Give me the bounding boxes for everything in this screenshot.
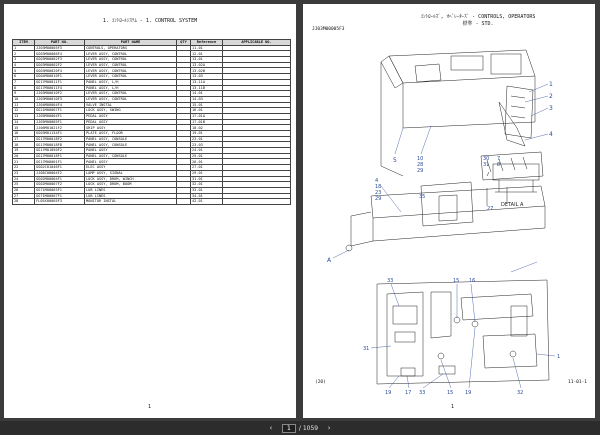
table-cell: LUB LINES: [85, 187, 177, 193]
table-cell: 16: [13, 131, 35, 137]
table-cell: ELEC ASSY: [85, 165, 177, 171]
table-cell: 16-01: [191, 108, 223, 114]
table-cell: PANEL ASSY, L/H: [85, 79, 177, 85]
column-header: ITEM: [13, 40, 35, 46]
table-cell: 17: [13, 136, 35, 142]
callout-4: 4: [549, 131, 553, 138]
callout-32: 32: [517, 390, 524, 396]
cab-assembly-drawing: [346, 50, 545, 251]
table-cell: 28: [13, 199, 35, 205]
table-cell: LEVER ASSY, CONTROL: [85, 91, 177, 97]
table-cell: 19-01: [191, 131, 223, 137]
table-cell: JJ06M01021F2: [35, 125, 85, 131]
table-cell: PANEL ASSY, CONSOLE: [85, 142, 177, 148]
table-cell: 11: [13, 102, 35, 108]
table-cell: 15-01: [191, 102, 223, 108]
column-header: Reference: [191, 40, 223, 46]
detail-a-drawing: [487, 164, 539, 208]
callout-labels: [327, 81, 560, 396]
table-cell: LAMP ASSY, SIGNAL: [85, 170, 177, 176]
chevron-right-icon[interactable]: ›: [327, 424, 331, 432]
table-cell: LOCK ASSY, SWING: [85, 108, 177, 114]
table-cell: 2: [13, 51, 35, 57]
table-cell: 13: [13, 113, 35, 119]
column-header: QTY: [177, 40, 191, 46]
table-cell: 26: [13, 187, 35, 193]
table-cell: GG17M00018F1: [35, 153, 85, 159]
table-cell: 6: [13, 74, 35, 80]
page-title: ｺﾝﾄﾛｰﾙｽﾞ, ｵﾍﾟﾚｰﾀｰｽﾞ - CONTROLS, OPERATORS: [420, 14, 536, 20]
table-cell: 23: [13, 170, 35, 176]
table-cell: 5: [13, 68, 35, 74]
table-cell: LEVER ASSY, CONTROL: [85, 96, 177, 102]
callout-10: 10: [417, 156, 424, 162]
table-cell: GG02M00007F2: [35, 182, 85, 188]
document-code: JJ03M00005F3: [312, 27, 345, 32]
viewer-toolbar: [0, 421, 600, 435]
table-cell: GG03M00020F4: [35, 68, 85, 74]
table-cell: GG17M00018F2: [35, 136, 85, 142]
table-cell: GG02C01046F1: [35, 165, 85, 171]
table-cell: GG17M00011F4: [35, 85, 85, 91]
table-cell: 13-03: [191, 74, 223, 80]
table-cell: 8: [13, 85, 35, 91]
chevron-left-icon[interactable]: ‹: [269, 424, 273, 432]
table-cell: 23-03: [191, 142, 223, 148]
table-cell: 11-01: [191, 45, 223, 51]
table-cell: JJ03M00005F3: [35, 45, 85, 51]
table-cell: 25: [13, 182, 35, 188]
callout-33b: 33: [419, 390, 426, 396]
table-cell: 25-01: [191, 153, 223, 159]
callout-16: 16: [469, 278, 476, 284]
table-cell: GG03M00002F2: [35, 62, 85, 68]
page-subtitle: 標準 - STD.: [462, 21, 494, 27]
callout-19: 19: [385, 390, 392, 396]
table-cell: GG17M00018F8: [35, 142, 85, 148]
callout-15: 15: [453, 278, 460, 284]
table-cell: LEVER ASSY, CONTROL: [85, 51, 177, 57]
table-cell: 32-01: [191, 182, 223, 188]
table-cell: [223, 199, 291, 205]
callout-27: 27: [487, 206, 494, 212]
table-cell: 18: [13, 142, 35, 148]
table-cell: 24-01: [191, 148, 223, 154]
callout-29b: 29: [375, 196, 382, 202]
table-cell: GG03M00006F4: [35, 51, 85, 57]
figure-number: (20): [315, 380, 326, 385]
callout-17: 17: [405, 390, 412, 396]
table-cell: 24: [13, 176, 35, 182]
table-cell: 9: [13, 91, 35, 97]
table-cell: 17-01B: [191, 119, 223, 125]
table-cell: 4: [13, 62, 35, 68]
table-cell: GG03M01134F1: [35, 131, 85, 137]
section-mark-a: A: [327, 257, 332, 264]
table-cell: VALVE INSTAL: [85, 102, 177, 108]
table-cell: 42-01: [191, 199, 223, 205]
leader-lines: [333, 84, 555, 388]
table-cell: LUB LINES: [85, 193, 177, 199]
callout-15b: 15: [447, 390, 454, 396]
column-header: APPLICABLE NO.: [223, 40, 291, 46]
table-cell: LEVER ASSY, CONTROL: [85, 57, 177, 63]
parts-table-body: [13, 45, 291, 204]
page-number: 1: [148, 404, 152, 410]
table-cell: 18-02: [191, 125, 223, 131]
total-pages-label: / 1059: [298, 424, 319, 432]
table-cell: 27: [13, 193, 35, 199]
table-cell: PANEL ASSY: [85, 159, 177, 165]
table-cell: JJ03M00010F2: [35, 91, 85, 97]
table-cell: GG03M00002F3: [35, 57, 85, 63]
table-cell: 13-02A: [191, 62, 223, 68]
callout-4b: 4: [375, 178, 379, 184]
table-cell: PANEL ASSY: [85, 148, 177, 154]
table-cell: PEDAL ASSY: [85, 119, 177, 125]
table-cell: [177, 199, 191, 205]
table-cell: 13-02B: [191, 68, 223, 74]
table-cell: LEVER ASSY, CONTROL: [85, 62, 177, 68]
table-cell: 22: [13, 165, 35, 171]
table-cell: GRIP ASSY: [85, 125, 177, 131]
table-cell: 13-01: [191, 57, 223, 63]
table-cell: GG71M00007F1: [35, 193, 85, 199]
floor-plate-drawing: [377, 280, 549, 384]
callout-3: 3: [549, 105, 553, 112]
table-cell: 14-01: [191, 91, 223, 97]
callout-23: 23: [375, 190, 382, 196]
table-cell: 14-03: [191, 96, 223, 102]
table-cell: JJ04M00004F4: [35, 102, 85, 108]
table-cell: JJ03M00010F3: [35, 96, 85, 102]
callout-5: 5: [393, 157, 397, 164]
table-cell: 10: [13, 96, 35, 102]
sheet-number: 11-01-1: [568, 380, 587, 385]
table-cell: 13-11B: [191, 85, 223, 91]
table-cell: GG04M00010F1: [35, 74, 85, 80]
table-cell: PEDAL ASSY: [85, 113, 177, 119]
table-cell: 14: [13, 119, 35, 125]
table-cell: LOCK ASSY, DRUM, WINCH: [85, 176, 177, 182]
table-cell: LEVER ASSY, CONTROL: [85, 68, 177, 74]
callout-31b: 31: [363, 346, 370, 352]
callout-30: 30: [483, 156, 490, 162]
table-cell: MONITOR INSTAL: [85, 199, 177, 205]
table-cell: JJ05M00005F1: [35, 119, 85, 125]
table-cell: JJ05M00004F1: [35, 113, 85, 119]
page-number-input[interactable]: 1: [282, 424, 296, 433]
callout-33: 33: [387, 278, 394, 284]
table-cell: 3: [13, 57, 35, 63]
table-cell: 15: [13, 125, 35, 131]
table-cell: JJ08C00004F2: [35, 170, 85, 176]
table-cell: 7: [13, 79, 35, 85]
callout-19b: 19: [465, 390, 472, 396]
table-cell: GG21M00007F1: [35, 108, 85, 114]
exploded-parts-diagram: [311, 36, 589, 396]
callout-2: 2: [549, 93, 553, 100]
table-cell: CONTROLS, OPERATORS: [85, 45, 177, 51]
callout-1: 1: [549, 81, 553, 88]
table-cell: PANEL ASSY, CONSOLE: [85, 153, 177, 159]
table-cell: PLATE ASSY, FLOOR: [85, 131, 177, 137]
callout-1b: 1: [557, 354, 561, 360]
page-number: 1: [451, 404, 455, 410]
table-row: [13, 199, 291, 205]
table-cell: GG02M00004F1: [35, 176, 85, 182]
table-cell: 29-01: [191, 170, 223, 176]
table-cell: GG17M00011F1: [35, 79, 85, 85]
table-cell: PANEL ASSY, L/H: [85, 85, 177, 91]
table-cell: 12: [13, 108, 35, 114]
column-header: PART NAME: [85, 40, 177, 46]
table-cell: 1: [13, 45, 35, 51]
page-navigator: [282, 424, 318, 433]
callout-7: 7: [497, 156, 501, 162]
table-cell: 12-01: [191, 51, 223, 57]
table-cell: 19: [13, 148, 35, 154]
detail-a-label: DETAIL A: [501, 202, 524, 208]
table-cell: 26-01: [191, 159, 223, 165]
callout-8: 8: [497, 162, 501, 168]
table-cell: PANEL ASSY, CONSOLE: [85, 136, 177, 142]
table-cell: GG17M00001F1: [35, 159, 85, 165]
parts-list-page: [4, 4, 296, 418]
table-cell: LEVER ASSY, CONTROL: [85, 74, 177, 80]
page-title: 1. ｺﾝﾄﾛｰﾙｼｽﾃﾑ - 1. CONTROL SYSTEM: [102, 18, 198, 24]
table-cell: 23-01: [191, 136, 223, 142]
column-header: PART NO.: [35, 40, 85, 46]
parts-table: [12, 39, 291, 205]
table-cell: LOCK ASSY, DRUM, BOOM: [85, 182, 177, 188]
table-cell: 33-01: [191, 187, 223, 193]
table-cell: 13-11A: [191, 79, 223, 85]
callout-35: 35: [419, 194, 426, 200]
callout-29: 29: [417, 168, 424, 174]
diagram-page: [303, 4, 595, 418]
callout-28: 28: [417, 162, 424, 168]
table-cell: GG71M00003F1: [35, 187, 85, 193]
callout-31: 31: [483, 162, 490, 168]
table-cell: 27-01: [191, 165, 223, 171]
table-cell: GG17M01050F2: [35, 148, 85, 154]
table-cell: 21: [13, 159, 35, 165]
table-cell: FL05X00005F3: [35, 199, 85, 205]
table-cell: 20: [13, 153, 35, 159]
table-cell: 17-01A: [191, 113, 223, 119]
table-cell: 34-01: [191, 193, 223, 199]
callout-18: 18: [375, 184, 382, 190]
table-cell: 31-01: [191, 176, 223, 182]
